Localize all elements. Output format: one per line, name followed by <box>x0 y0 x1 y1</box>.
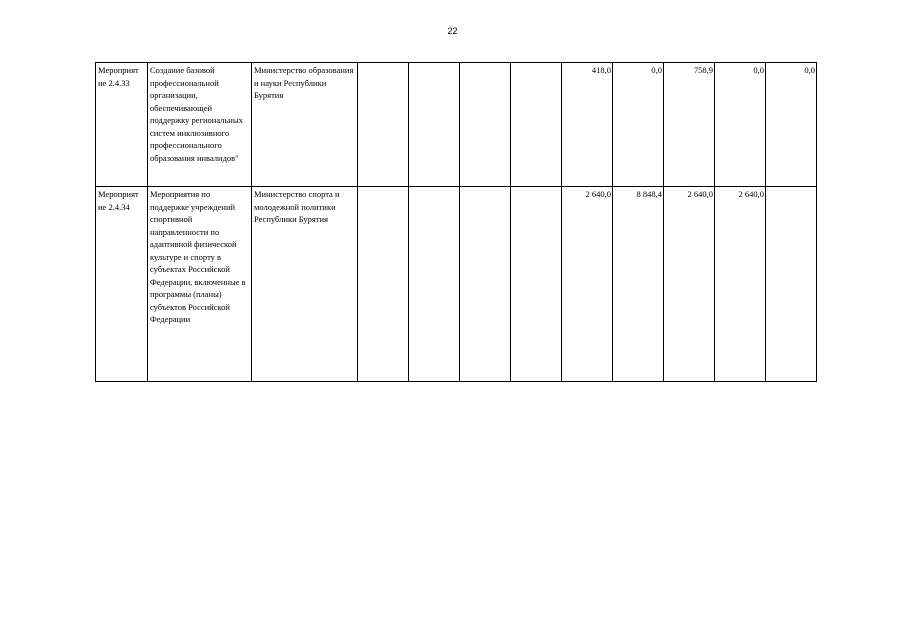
event-code-cell: Мероприят ие 2.4.34 <box>96 187 148 382</box>
value-cell: 418,0 <box>562 63 613 187</box>
event-name-cell: Мероприятия по поддержке учреждений спортивной направленности по адаптивной физической культуре и спорту в субъектах Российской Федерации, включенные в программы (планы) субъектов Российской Федерации <box>148 187 252 382</box>
event-name-cell: Создание базовой профессиональной организации, обеспечивающей поддержку региональных систем инклюзивного профессионального образования инвалидов" <box>148 63 252 187</box>
empty-cell <box>358 63 409 187</box>
value-cell: 2 640,0 <box>715 187 766 382</box>
empty-cell <box>460 187 511 382</box>
value-cell: 2 640,0 <box>664 187 715 382</box>
empty-cell <box>511 187 562 382</box>
empty-cell <box>409 187 460 382</box>
empty-cell <box>511 63 562 187</box>
value-cell: 8 848,4 <box>613 187 664 382</box>
table-row <box>96 187 817 382</box>
executor-cell: Министерство образования и науки Республики Бурятия <box>252 63 358 187</box>
value-cell: 758,9 <box>664 63 715 187</box>
value-cell <box>766 187 817 382</box>
table-row <box>96 63 817 187</box>
value-cell: 0,0 <box>613 63 664 187</box>
empty-cell <box>358 187 409 382</box>
executor-cell: Министерство спорта и молодежной политики Республики Бурятия <box>252 187 358 382</box>
page-number: 22 <box>447 26 458 36</box>
value-cell: 0,0 <box>715 63 766 187</box>
event-code-cell: Мероприят ие 2.4.33 <box>96 63 148 187</box>
empty-cell <box>460 63 511 187</box>
value-cell: 0,0 <box>766 63 817 187</box>
value-cell: 2 640,0 <box>562 187 613 382</box>
program-events-table <box>95 62 817 382</box>
empty-cell <box>409 63 460 187</box>
